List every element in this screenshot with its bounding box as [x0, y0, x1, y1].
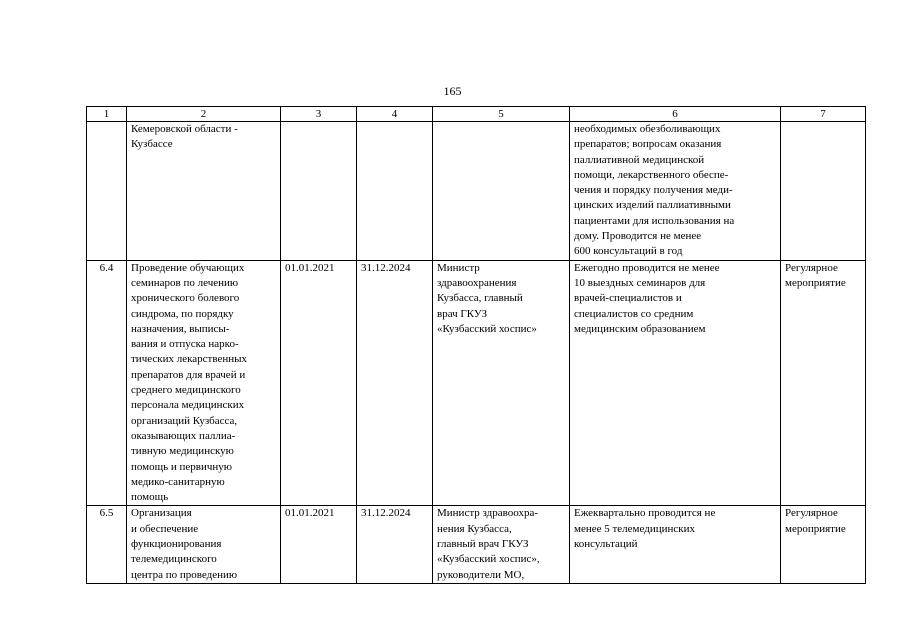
executor-cell — [433, 260, 570, 506]
column-number: 7 — [781, 107, 866, 122]
executor-cell — [433, 122, 570, 261]
cell-text-line: Ежеквартально проводится не — [574, 507, 716, 520]
cell-text-line: 600 консультаций в год — [574, 245, 683, 258]
cell-text-line: Регулярное — [785, 261, 838, 274]
cell-text-line: Ежегодно проводится не менее — [574, 261, 720, 274]
item-number-cell — [87, 122, 127, 261]
cell-text: 01.01.2021 — [285, 261, 335, 274]
cell-text-line: тических лекарственных — [131, 353, 248, 366]
table-row — [87, 122, 866, 261]
activity-name-cell — [127, 122, 281, 261]
end-date-cell — [357, 260, 433, 506]
cell-text-line: центра по проведению — [131, 568, 238, 581]
cell-text-line: Организация — [131, 507, 192, 520]
cell-text-line: здравоохранения — [437, 276, 517, 289]
item-number-cell — [87, 260, 127, 506]
cell-text-line: Министр — [437, 261, 480, 274]
cell-text-line: оказывающих паллиа- — [131, 429, 236, 442]
cell-text-line: назначения, выписы- — [131, 322, 230, 335]
cell-text-line: главный врач ГКУЗ — [437, 538, 529, 551]
cell-text-line: 10 выездных семинаров для — [574, 276, 706, 289]
cell-text-line: помощи, лекарственного обеспе- — [574, 168, 729, 181]
indicator-cell — [570, 122, 781, 261]
cell-text-line: и обеспечение — [131, 522, 199, 535]
activity-type-cell — [781, 260, 866, 506]
table-body — [87, 107, 866, 584]
cell-text-line: пациентами для использования на — [574, 214, 735, 227]
column-number: 1 — [87, 107, 127, 122]
cell-text-line: вания и отпуска нарко- — [131, 338, 239, 351]
cell-text-line: нения Кузбасса, — [437, 522, 512, 535]
plan-table — [86, 106, 866, 584]
cell-text-line: консультаций — [574, 538, 638, 551]
cell-text-line: персонала медицинских — [131, 399, 245, 412]
cell-text-line: Проведение обучающих — [131, 261, 245, 274]
table-row — [87, 506, 866, 583]
cell-text-line: руководители МО, — [437, 568, 525, 581]
activity-type-cell — [781, 506, 866, 583]
cell-text-line: Кузбассе — [131, 138, 173, 151]
cell-text-line: мероприятие — [785, 522, 846, 535]
cell-text-line: тивную медицинскую — [131, 445, 234, 458]
cell-text: 01.01.2021 — [285, 507, 335, 520]
cell-text-line: телемедицинского — [131, 553, 217, 566]
cell-text-line: врачей-специалистов и — [574, 292, 682, 305]
cell-text-line: помощь и первичную — [131, 460, 232, 473]
table-row — [87, 260, 866, 506]
cell-text-line: хронического болевого — [131, 292, 240, 305]
cell-text-line: «Кузбасский хоспис» — [437, 322, 537, 335]
cell-text: 31.12.2024 — [361, 507, 411, 520]
cell-text-line: специалистов со средним — [574, 307, 694, 320]
activity-type-cell — [781, 122, 866, 261]
cell-text: 31.12.2024 — [361, 261, 411, 274]
item-number-cell — [87, 506, 127, 583]
page-number: 165 — [443, 84, 462, 98]
column-number: 6 — [570, 107, 781, 122]
cell-text-line: среднего медицинского — [131, 384, 241, 397]
cell-text-line: препаратов; вопросам оказания — [574, 138, 722, 151]
cell-text: 6.5 — [99, 507, 114, 520]
cell-text-line: Регулярное — [785, 507, 838, 520]
column-number: 3 — [281, 107, 357, 122]
cell-text-line: Кузбасса, главный — [437, 292, 523, 305]
cell-text-line: семинаров по лечению — [131, 276, 239, 289]
column-number: 5 — [433, 107, 570, 122]
cell-text-line: медицинским образованием — [574, 322, 706, 335]
cell-text-line: цинских изделий паллиативными — [574, 199, 731, 212]
cell-text-line: необходимых обезболивающих — [574, 123, 721, 135]
cell-text-line: «Кузбасский хоспис», — [437, 553, 540, 566]
end-date-cell — [357, 506, 433, 583]
column-number-row — [87, 107, 866, 122]
cell-text-line: менее 5 телемедицинских — [574, 522, 696, 535]
column-number: 4 — [357, 107, 433, 122]
cell-text-line: медико-санитарную — [131, 475, 225, 488]
cell-text-line: паллиативной медицинской — [574, 153, 705, 166]
cell-text-line: препаратов для врачей и — [131, 368, 246, 381]
cell-text-line: функционирования — [131, 538, 222, 551]
cell-text-line: мероприятие — [785, 276, 846, 289]
activity-name-cell — [127, 506, 281, 583]
cell-text-line: Кемеровской области - — [131, 123, 238, 135]
indicator-cell — [570, 260, 781, 506]
cell-text-line: чения и порядку получения меди- — [574, 184, 733, 197]
executor-cell — [433, 506, 570, 583]
start-date-cell — [281, 506, 357, 583]
cell-text-line: помощь — [131, 491, 169, 504]
column-number: 2 — [127, 107, 281, 122]
cell-text: 6.4 — [99, 261, 114, 274]
start-date-cell — [281, 260, 357, 506]
cell-text-line: врач ГКУЗ — [437, 307, 488, 320]
start-date-cell — [281, 122, 357, 261]
cell-text-line: организаций Кузбасса, — [131, 414, 238, 427]
activity-name-cell — [127, 260, 281, 506]
cell-text-line: дому. Проводится не менее — [574, 230, 702, 243]
cell-text-line: Министр здравоохра- — [437, 507, 539, 520]
end-date-cell — [357, 122, 433, 261]
indicator-cell — [570, 506, 781, 583]
cell-text-line: синдрома, по порядку — [131, 307, 234, 320]
